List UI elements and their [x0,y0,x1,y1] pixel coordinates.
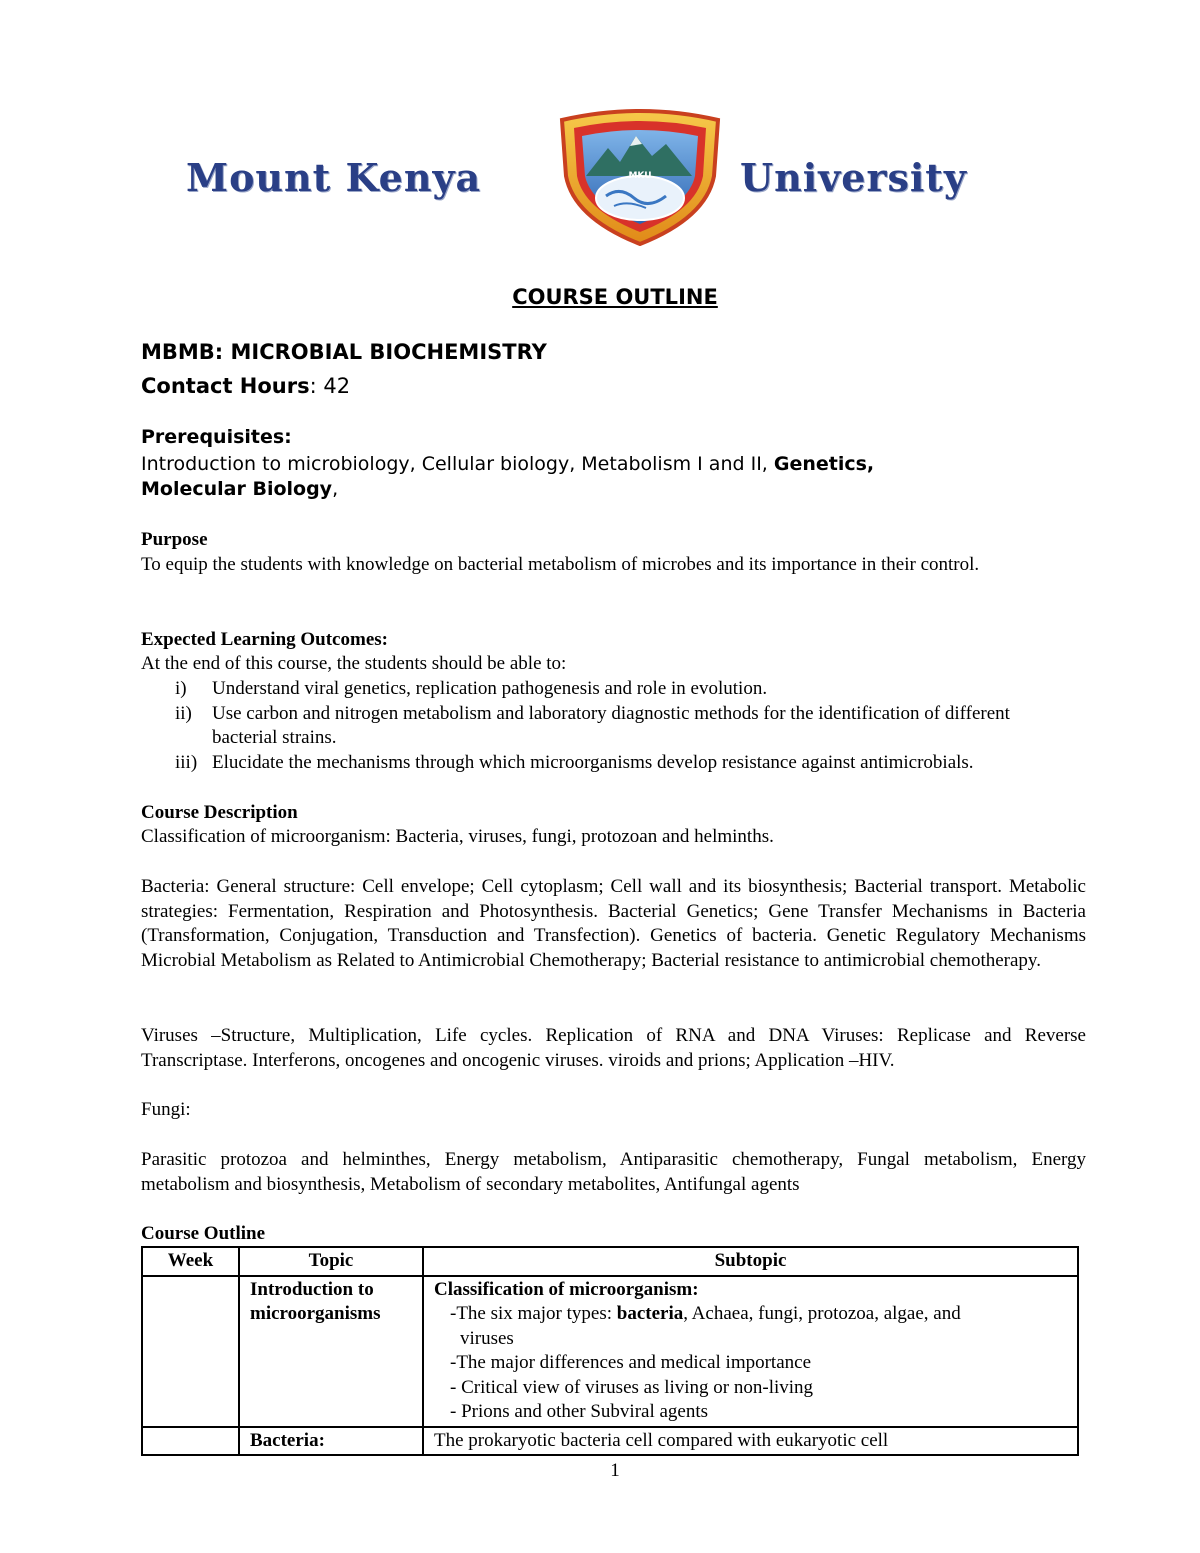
learning-outcome-number: iii) [175,751,198,773]
crest-short-label: MKU [628,171,652,181]
topic-cell: Bacteria: [239,1427,423,1456]
prerequisites-plain: Introduction to microbiology, Cellular biology, Metabolism I and II, [141,453,774,475]
subtopic-line-text: , Achaea, fungi, protozoa, algae, and [683,1303,961,1324]
course-description-parasitic: Parasitic protozoa and helminthes, Energy metabolism, Antiparasitic chemotherapy, Fungal metabolism, Energy metabolism and biosynthesis, Metabolism of secondary metabolites, Antifungal agents [141,1149,1086,1195]
subtopic-cell: The prokaryotic bacteria cell compared with eukaryotic cell [423,1427,1078,1456]
brand-name-right: University [740,155,967,200]
course-description-intro: Classification of microorganism: Bacteria, viruses, fungi, protozoan and helminths. [141,826,774,847]
page-title: COURSE OUTLINE [512,285,718,309]
column-header-topic: Topic [239,1247,423,1276]
learning-outcomes-list [141,677,1086,775]
prerequisites-trail: , [332,478,339,500]
course-description-fungi: Fungi: [141,1099,191,1120]
university-crest-icon [556,106,724,246]
prerequisites-text [141,452,1086,502]
subtopic-line: -The major differences and medical importance [450,1352,812,1373]
brand-name-left: Mount Kenya [186,155,482,200]
learning-outcome-text: Elucidate the mechanisms through which microorganisms develop resistance against antimicrobials. [212,751,974,773]
course-outline-table [141,1246,1079,1456]
prerequisites-genetics: Genetics, [773,453,875,475]
learning-outcomes-intro: At the end of this course, the students should be able to: [141,653,567,674]
contact-hours [141,374,1086,398]
learning-outcome-item [141,702,1086,751]
course-description-heading: Course Description [141,802,298,823]
subtopic-line-text: -The six major types: [450,1303,617,1324]
subtopic-cell [423,1276,1078,1427]
learning-outcome-item [141,677,1086,702]
prerequisites-heading: Prerequisites: [141,426,292,448]
page-number: 1 [610,1460,620,1481]
table-row [142,1427,1078,1456]
learning-outcome-number: ii) [175,702,192,724]
purpose-text: To equip the students with knowledge on bacterial metabolism of microbes and its importance in their control. [141,554,980,575]
learning-outcome-text: Understand viral genetics, replication pathogenesis and role in evolution. [212,678,768,699]
table-row [142,1276,1078,1427]
purpose-heading: Purpose [141,529,208,550]
week-cell [142,1427,239,1456]
table-header-row [142,1247,1078,1276]
course-description-viruses: Viruses –Structure, Multiplication, Life cycles. Replication of RNA and DNA Viruses: Replicase and Reverse Transcriptase. Interferons, oncogenes and oncogenic viruses. viroids and prions; Application –HIV. [141,1025,1086,1071]
learning-outcome-number: i) [175,678,187,699]
course-code-title: MBMB: MICROBIAL BIOCHEMISTRY [141,340,547,364]
topic-cell: Introduction to microorganisms [239,1276,423,1427]
learning-outcomes-heading: Expected Learning Outcomes: [141,629,388,650]
subtopic-heading: Classification of microorganism: [434,1278,699,1300]
subtopic-bold-text: bacteria [616,1303,684,1324]
subtopic-line: - Prions and other Subviral agents [450,1401,709,1422]
contact-hours-label: Contact Hours [141,374,310,398]
contact-hours-value: : 42 [309,374,351,398]
subtopic-line [434,1302,1067,1327]
column-header-week: Week [142,1247,239,1276]
column-header-subtopic: Subtopic [423,1247,1078,1276]
course-outline-heading: Course Outline [141,1223,266,1244]
learning-outcome-item [141,751,1086,776]
subtopic-line: - Critical view of viruses as living or non-living [450,1376,814,1398]
prerequisites-molecular-biology: Molecular Biology [141,478,333,500]
learning-outcome-text: Use carbon and nitrogen metabolism and laboratory diagnostic methods for the identification of different bacterial strains. [212,702,1010,748]
week-cell [142,1276,239,1427]
course-description-bacteria: Bacteria: General structure: Cell envelope; Cell cytoplasm; Cell wall and its biosynthesis; Bacterial transport. Metabolic strategies: Fermentation, Respiration and Photosynthesis. Bacterial Genetics; Gene Transfer Mechanisms in Bacteria (Transformation, Conjugation, Transduction and Transfection). Genetics of bacteria. Genetic Regulatory Mechanisms Microbial Metabolism as Related to Antimicrobial Chemotherapy; Bacterial resistance to antimicrobial chemotherapy. [141,876,1086,971]
subtopic-line: viruses [460,1327,514,1349]
